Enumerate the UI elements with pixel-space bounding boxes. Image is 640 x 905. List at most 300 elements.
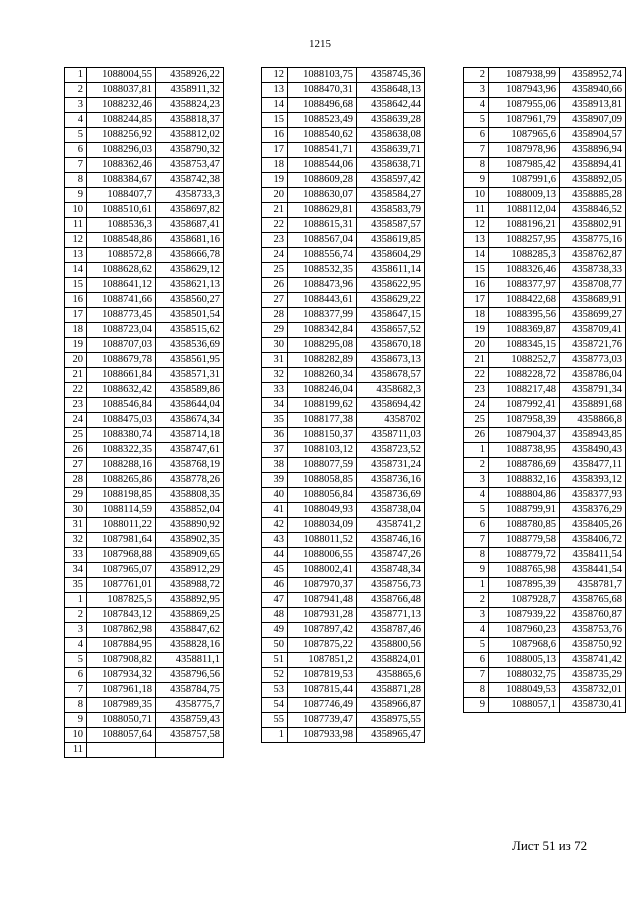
y-coordinate-cell: 4358736,16	[357, 473, 425, 488]
y-coordinate-cell: 4358681,16	[156, 233, 224, 248]
point-number-cell: 15	[464, 263, 489, 278]
table-row	[262, 83, 425, 98]
y-coordinate-cell: 4358753,47	[156, 158, 224, 173]
y-coordinate-cell: 4358778,26	[156, 473, 224, 488]
y-coordinate-cell: 4358824,23	[156, 98, 224, 113]
y-coordinate-cell: 4358666,78	[156, 248, 224, 263]
y-coordinate-cell: 4358808,35	[156, 488, 224, 503]
point-number-cell: 8	[464, 548, 489, 563]
point-number-cell: 21	[65, 368, 87, 383]
table-row	[65, 473, 224, 488]
table-row	[464, 338, 626, 353]
point-number-cell: 5	[65, 128, 87, 143]
table-row	[65, 398, 224, 413]
y-coordinate-cell: 4358784,75	[156, 683, 224, 698]
x-coordinate-cell: 1088037,81	[87, 83, 156, 98]
coordinates-table-2	[261, 67, 425, 743]
table-row	[464, 233, 626, 248]
table-row	[65, 308, 224, 323]
table-row	[65, 743, 224, 758]
table-row	[65, 413, 224, 428]
point-number-cell: 1	[464, 578, 489, 593]
x-coordinate-cell: 1088628,62	[87, 263, 156, 278]
y-coordinate-cell: 4358629,22	[357, 293, 425, 308]
table-row	[464, 533, 626, 548]
table-row	[464, 578, 626, 593]
x-coordinate-cell: 1088004,55	[87, 68, 156, 83]
point-number-cell: 23	[65, 398, 87, 413]
table-row	[464, 248, 626, 263]
y-coordinate-cell: 4358904,57	[560, 128, 626, 143]
y-coordinate-cell: 4358490,43	[560, 443, 626, 458]
table-row	[464, 218, 626, 233]
x-coordinate-cell: 1087739,47	[288, 713, 357, 728]
y-coordinate-cell: 4358741,2	[357, 518, 425, 533]
point-number-cell: 6	[464, 128, 489, 143]
table-row	[65, 428, 224, 443]
point-number-cell: 13	[262, 83, 288, 98]
point-number-cell: 13	[65, 248, 87, 263]
table-row	[464, 638, 626, 653]
y-coordinate-cell: 4358738,04	[357, 503, 425, 518]
x-coordinate-cell: 1088049,93	[288, 503, 357, 518]
table-row	[464, 83, 626, 98]
y-coordinate-cell: 4358824,01	[357, 653, 425, 668]
point-number-cell: 3	[464, 608, 489, 623]
y-coordinate-cell: 4358762,87	[560, 248, 626, 263]
table-row	[464, 623, 626, 638]
table-row	[262, 143, 425, 158]
point-number-cell: 15	[65, 278, 87, 293]
y-coordinate-cell: 4358759,43	[156, 713, 224, 728]
table-row	[262, 668, 425, 683]
x-coordinate-cell: 1088056,84	[288, 488, 357, 503]
table-row	[65, 128, 224, 143]
point-number-cell: 3	[65, 98, 87, 113]
y-coordinate-cell: 4358678,57	[357, 368, 425, 383]
y-coordinate-cell: 4358721,76	[560, 338, 626, 353]
y-coordinate-cell: 4358393,12	[560, 473, 626, 488]
x-coordinate-cell: 1088326,46	[489, 263, 560, 278]
x-coordinate-cell: 1088244,85	[87, 113, 156, 128]
y-coordinate-cell: 4358642,44	[357, 98, 425, 113]
point-number-cell: 51	[262, 653, 288, 668]
table-row	[262, 203, 425, 218]
x-coordinate-cell: 1088260,34	[288, 368, 357, 383]
table-row	[65, 263, 224, 278]
table-row	[262, 428, 425, 443]
point-number-cell: 6	[65, 668, 87, 683]
point-number-cell: 36	[262, 428, 288, 443]
x-coordinate-cell: 1087970,37	[288, 578, 357, 593]
table-row	[65, 98, 224, 113]
table-row	[464, 608, 626, 623]
x-coordinate-cell: 1087862,98	[87, 623, 156, 638]
x-coordinate-cell: 1087960,23	[489, 623, 560, 638]
point-number-cell: 8	[464, 683, 489, 698]
y-coordinate-cell: 4358639,71	[357, 143, 425, 158]
y-coordinate-cell: 4358891,68	[560, 398, 626, 413]
x-coordinate-cell: 1087978,96	[489, 143, 560, 158]
y-coordinate-cell: 4358790,32	[156, 143, 224, 158]
table-row	[262, 503, 425, 518]
x-coordinate-cell: 1088540,62	[288, 128, 357, 143]
x-coordinate-cell: 1088296,03	[87, 143, 156, 158]
table-row	[262, 548, 425, 563]
point-number-cell: 29	[65, 488, 87, 503]
point-number-cell: 3	[65, 623, 87, 638]
x-coordinate-cell: 1088532,35	[288, 263, 357, 278]
y-coordinate-cell: 4358775,16	[560, 233, 626, 248]
table-row	[262, 698, 425, 713]
y-coordinate-cell: 4358892,95	[156, 593, 224, 608]
y-coordinate-cell: 4358747,26	[357, 548, 425, 563]
y-coordinate-cell: 4358411,54	[560, 548, 626, 563]
x-coordinate-cell: 1088077,59	[288, 458, 357, 473]
table-row	[262, 188, 425, 203]
table-row	[262, 608, 425, 623]
x-coordinate-cell: 1088009,13	[489, 188, 560, 203]
y-coordinate-cell: 4358405,26	[560, 518, 626, 533]
table-row	[65, 443, 224, 458]
table-row	[262, 713, 425, 728]
table-row	[262, 323, 425, 338]
point-number-cell: 7	[65, 683, 87, 698]
x-coordinate-cell: 1088380,74	[87, 428, 156, 443]
table-row	[65, 638, 224, 653]
table-row	[65, 653, 224, 668]
point-number-cell: 49	[262, 623, 288, 638]
y-coordinate-cell: 4358639,28	[357, 113, 425, 128]
y-coordinate-cell: 4358913,81	[560, 98, 626, 113]
point-number-cell: 27	[65, 458, 87, 473]
x-coordinate-cell: 1088198,85	[87, 488, 156, 503]
y-coordinate-cell: 4358965,47	[357, 728, 425, 743]
x-coordinate-cell: 1088556,74	[288, 248, 357, 263]
table-row	[262, 398, 425, 413]
x-coordinate-cell: 1088150,37	[288, 428, 357, 443]
x-coordinate-cell: 1087992,41	[489, 398, 560, 413]
point-number-cell: 38	[262, 458, 288, 473]
point-number-cell: 42	[262, 518, 288, 533]
x-coordinate-cell: 1088615,31	[288, 218, 357, 233]
point-number-cell: 25	[65, 428, 87, 443]
table-row	[65, 338, 224, 353]
y-coordinate-cell: 4358940,66	[560, 83, 626, 98]
y-coordinate-cell: 4358773,03	[560, 353, 626, 368]
table-row	[262, 443, 425, 458]
table-row	[262, 293, 425, 308]
point-number-cell: 23	[262, 233, 288, 248]
y-coordinate-cell: 4358738,33	[560, 263, 626, 278]
x-coordinate-cell: 1088246,04	[288, 383, 357, 398]
x-coordinate-cell: 1087958,39	[489, 413, 560, 428]
y-coordinate-cell: 4358748,34	[357, 563, 425, 578]
table-row	[262, 563, 425, 578]
table-row	[262, 473, 425, 488]
y-coordinate-cell: 4358587,57	[357, 218, 425, 233]
table-row	[464, 278, 626, 293]
y-coordinate-cell: 4358802,91	[560, 218, 626, 233]
x-coordinate-cell: 1087943,96	[489, 83, 560, 98]
y-coordinate-cell: 4358441,54	[560, 563, 626, 578]
point-number-cell: 12	[262, 68, 288, 83]
x-coordinate-cell: 1087981,64	[87, 533, 156, 548]
y-coordinate-cell: 4358892,05	[560, 173, 626, 188]
point-number-cell: 2	[65, 83, 87, 98]
y-coordinate-cell: 4358894,41	[560, 158, 626, 173]
y-coordinate-cell: 4358682,3	[357, 383, 425, 398]
x-coordinate-cell: 1088765,98	[489, 563, 560, 578]
sheet-label: Лист 51 из 72	[512, 838, 588, 853]
y-coordinate-cell: 4358745,36	[357, 68, 425, 83]
point-number-cell: 7	[464, 533, 489, 548]
y-coordinate-cell: 4358890,92	[156, 518, 224, 533]
y-coordinate-cell: 4358952,74	[560, 68, 626, 83]
x-coordinate-cell: 1087875,22	[288, 638, 357, 653]
table-row	[65, 68, 224, 83]
point-number-cell: 53	[262, 683, 288, 698]
x-coordinate-cell: 1088252,7	[489, 353, 560, 368]
x-coordinate-cell: 1088780,85	[489, 518, 560, 533]
point-number-cell: 31	[65, 518, 87, 533]
x-coordinate-cell: 1087908,82	[87, 653, 156, 668]
point-number-cell: 47	[262, 593, 288, 608]
x-coordinate-cell: 1087961,18	[87, 683, 156, 698]
x-coordinate-cell: 1087825,5	[87, 593, 156, 608]
point-number-cell: 48	[262, 608, 288, 623]
table-row	[262, 368, 425, 383]
point-number-cell: 24	[65, 413, 87, 428]
x-coordinate-cell: 1088011,52	[288, 533, 357, 548]
x-coordinate-cell: 1088232,46	[87, 98, 156, 113]
x-coordinate-cell: 1087941,48	[288, 593, 357, 608]
point-number-cell: 26	[262, 278, 288, 293]
point-number-cell: 33	[65, 548, 87, 563]
table-row	[65, 173, 224, 188]
y-coordinate-cell: 4358943,85	[560, 428, 626, 443]
point-number-cell: 40	[262, 488, 288, 503]
point-number-cell: 27	[262, 293, 288, 308]
x-coordinate-cell: 1087895,39	[489, 578, 560, 593]
point-number-cell: 39	[262, 473, 288, 488]
point-number-cell: 44	[262, 548, 288, 563]
x-coordinate-cell: 1088369,87	[489, 323, 560, 338]
x-coordinate-cell: 1087955,06	[489, 98, 560, 113]
point-number-cell: 4	[65, 113, 87, 128]
point-number-cell: 35	[65, 578, 87, 593]
point-number-cell: 25	[464, 413, 489, 428]
point-number-cell: 34	[65, 563, 87, 578]
table-row	[464, 143, 626, 158]
y-coordinate-cell: 4358747,61	[156, 443, 224, 458]
y-coordinate-cell: 4358975,55	[357, 713, 425, 728]
table-row	[262, 158, 425, 173]
y-coordinate-cell: 4358638,08	[357, 128, 425, 143]
table-row	[65, 533, 224, 548]
table-row	[262, 383, 425, 398]
y-coordinate-cell: 4358673,13	[357, 353, 425, 368]
point-number-cell: 8	[65, 698, 87, 713]
point-number-cell: 6	[464, 653, 489, 668]
table-row	[65, 458, 224, 473]
table-row	[65, 143, 224, 158]
x-coordinate-cell: 1088407,7	[87, 188, 156, 203]
table-row	[262, 308, 425, 323]
x-coordinate-cell: 1087968,88	[87, 548, 156, 563]
y-coordinate-cell: 4358699,27	[560, 308, 626, 323]
point-number-cell: 13	[464, 233, 489, 248]
x-coordinate-cell: 1087961,79	[489, 113, 560, 128]
point-number-cell: 21	[464, 353, 489, 368]
y-coordinate-cell: 4358847,62	[156, 623, 224, 638]
y-coordinate-cell: 4358828,16	[156, 638, 224, 653]
table-row	[464, 458, 626, 473]
table-row	[262, 593, 425, 608]
x-coordinate-cell: 1087985,42	[489, 158, 560, 173]
table-row	[464, 398, 626, 413]
point-number-cell: 14	[262, 98, 288, 113]
x-coordinate-cell: 1087928,7	[489, 593, 560, 608]
x-coordinate-cell: 1087897,42	[288, 623, 357, 638]
table-row	[464, 683, 626, 698]
table-row	[65, 83, 224, 98]
point-number-cell: 26	[464, 428, 489, 443]
y-coordinate-cell: 4358377,93	[560, 488, 626, 503]
y-coordinate-cell: 4358811,1	[156, 653, 224, 668]
point-number-cell: 2	[464, 458, 489, 473]
point-number-cell: 18	[464, 308, 489, 323]
point-number-cell: 54	[262, 698, 288, 713]
x-coordinate-cell: 1088567,04	[288, 233, 357, 248]
point-number-cell: 2	[464, 68, 489, 83]
point-number-cell: 17	[65, 308, 87, 323]
table-row	[65, 698, 224, 713]
y-coordinate-cell: 4358735,29	[560, 668, 626, 683]
table-row	[464, 668, 626, 683]
table-row	[65, 293, 224, 308]
point-number-cell: 10	[65, 728, 87, 743]
table-row	[65, 548, 224, 563]
point-number-cell: 37	[262, 443, 288, 458]
table-row	[65, 683, 224, 698]
y-coordinate-cell: 4358926,22	[156, 68, 224, 83]
y-coordinate-cell: 4358731,24	[357, 458, 425, 473]
point-number-cell: 11	[65, 218, 87, 233]
point-number-cell: 45	[262, 563, 288, 578]
table-row	[65, 383, 224, 398]
y-coordinate-cell: 4358723,52	[357, 443, 425, 458]
x-coordinate-cell: 1087991,6	[489, 173, 560, 188]
x-coordinate-cell: 1088177,38	[288, 413, 357, 428]
x-coordinate-cell: 1087819,53	[288, 668, 357, 683]
y-coordinate-cell: 4358885,28	[560, 188, 626, 203]
x-coordinate-cell: 1088006,55	[288, 548, 357, 563]
table-row	[464, 263, 626, 278]
table-row	[262, 488, 425, 503]
x-coordinate-cell: 1088496,68	[288, 98, 357, 113]
point-number-cell: 12	[65, 233, 87, 248]
point-number-cell: 4	[464, 623, 489, 638]
table-row	[464, 593, 626, 608]
point-number-cell: 9	[65, 188, 87, 203]
y-coordinate-cell: 4358746,16	[357, 533, 425, 548]
y-coordinate-cell: 4358376,29	[560, 503, 626, 518]
x-coordinate-cell: 1088679,78	[87, 353, 156, 368]
y-coordinate-cell: 4358912,29	[156, 563, 224, 578]
x-coordinate-cell: 1087968,6	[489, 638, 560, 653]
x-coordinate-cell: 1088661,84	[87, 368, 156, 383]
table-row	[65, 368, 224, 383]
table-row	[262, 728, 425, 743]
x-coordinate-cell: 1088257,95	[489, 233, 560, 248]
x-coordinate-cell: 1088103,12	[288, 443, 357, 458]
y-coordinate-cell: 4358694,42	[357, 398, 425, 413]
x-coordinate-cell: 1088011,22	[87, 518, 156, 533]
point-number-cell: 16	[464, 278, 489, 293]
point-number-cell: 11	[65, 743, 87, 758]
table-row	[262, 413, 425, 428]
table-row	[65, 623, 224, 638]
y-coordinate-cell: 4358638,71	[357, 158, 425, 173]
x-coordinate-cell: 1088544,06	[288, 158, 357, 173]
x-coordinate-cell: 1088005,13	[489, 653, 560, 668]
table-row	[65, 713, 224, 728]
table-row	[262, 278, 425, 293]
point-number-cell: 18	[262, 158, 288, 173]
x-coordinate-cell: 1088609,28	[288, 173, 357, 188]
x-coordinate-cell: 1088217,48	[489, 383, 560, 398]
point-number-cell: 29	[262, 323, 288, 338]
x-coordinate-cell: 1088536,3	[87, 218, 156, 233]
point-number-cell: 32	[262, 368, 288, 383]
point-number-cell: 18	[65, 323, 87, 338]
point-number-cell: 3	[464, 83, 489, 98]
y-coordinate-cell: 4358866,8	[560, 413, 626, 428]
point-number-cell: 9	[65, 713, 87, 728]
point-number-cell: 5	[464, 503, 489, 518]
y-coordinate-cell: 4358902,35	[156, 533, 224, 548]
x-coordinate-cell: 1087939,22	[489, 608, 560, 623]
x-coordinate-cell: 1088422,68	[489, 293, 560, 308]
y-coordinate-cell: 4358852,04	[156, 503, 224, 518]
x-coordinate-cell: 1088050,71	[87, 713, 156, 728]
point-number-cell: 19	[262, 173, 288, 188]
table-row	[262, 248, 425, 263]
table-row	[464, 488, 626, 503]
y-coordinate-cell: 4358560,27	[156, 293, 224, 308]
x-coordinate-cell: 1088058,85	[288, 473, 357, 488]
x-coordinate-cell: 1088786,69	[489, 458, 560, 473]
y-coordinate-cell: 4358732,01	[560, 683, 626, 698]
point-number-cell: 1	[464, 443, 489, 458]
y-coordinate-cell: 4358742,38	[156, 173, 224, 188]
x-coordinate-cell: 1088103,75	[288, 68, 357, 83]
point-number-cell: 7	[464, 143, 489, 158]
table-row	[65, 323, 224, 338]
y-coordinate-cell: 4358791,34	[560, 383, 626, 398]
point-number-cell: 32	[65, 533, 87, 548]
x-coordinate-cell: 1088002,41	[288, 563, 357, 578]
y-coordinate-cell: 4358689,91	[560, 293, 626, 308]
x-coordinate-cell: 1088523,49	[288, 113, 357, 128]
y-coordinate-cell: 4358865,6	[357, 668, 425, 683]
x-coordinate-cell: 1088377,99	[288, 308, 357, 323]
table-row	[262, 98, 425, 113]
table-row	[464, 173, 626, 188]
x-coordinate-cell: 1088741,66	[87, 293, 156, 308]
x-coordinate-cell: 1088779,58	[489, 533, 560, 548]
